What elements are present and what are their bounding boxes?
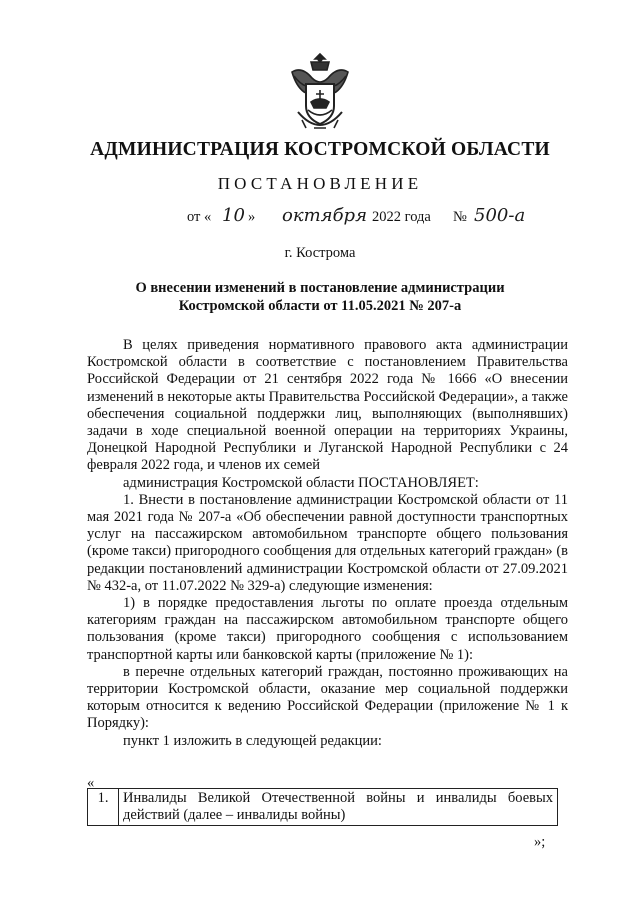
document-body	[87, 337, 568, 750]
new-wording-paragraph: пункт 1 изложить в следующей редакции:	[123, 732, 382, 749]
list-paragraph: в перечне отдельных категорий граждан, постоянно проживающих на территории Костромской области, оказание мер социальной поддержки которым относится к ведению Российской Федерации (приложение № 1 к Порядку):	[87, 663, 568, 732]
table-row-number: 1.	[88, 789, 119, 826]
quote-close-mark: »;	[534, 834, 546, 850]
document-type-title: ПОСТАНОВЛЕНИЕ	[217, 174, 423, 193]
date-quote-close: »	[248, 209, 256, 225]
document-number: 500-а	[474, 205, 526, 226]
table-row-text: Инвалиды Великой Отечественной войны и инвалиды боевых действий (далее – инвалиды войны)	[119, 789, 558, 826]
preamble-paragraph: В целях приведения нормативного правового акта администрации Костромской области в соответствие с постановлением Правительства Российской Федерации от 21 сентября 2022 года № 1666 «О внесении изменений в некоторые акты Правительства Российской Федерации», а также обеспечения социальной поддержки лиц, выполняющих (выполнявших) задачи в ходе специальной военной операции на территориях Украины, Донецкой Народной Республики и Луганской Народной Республики с 24 февраля 2022 года, и членов их семей	[87, 337, 568, 474]
date-number-line	[0, 205, 640, 233]
table-row	[88, 789, 558, 826]
number-label: №	[453, 209, 467, 225]
coat-of-arms-emblem	[284, 50, 356, 134]
quote-open-mark: «	[87, 775, 95, 791]
subject-line-2: Костромской области от 11.05.2021 № 207-а	[178, 298, 462, 314]
subitem-1-paragraph: 1) в порядке предоставления льготы по оплате проезда отдельным категориям граждан на пассажирском автомобильном транспорте общего пользования (кроме такси) пригородного сообщения с использованием транспортной карты или банковской карты (приложение № 1):	[87, 595, 568, 663]
organization-title: АДМИНИСТРАЦИЯ КОСТРОМСКОЙ ОБЛАСТИ	[90, 139, 550, 160]
amendment-table	[87, 788, 558, 826]
resolves-paragraph: администрация Костромской области ПОСТАНОВЛЯЕТ:	[123, 474, 479, 491]
document-subject	[100, 279, 540, 315]
city-line: г. Кострома	[284, 245, 356, 261]
item-1-paragraph: 1. Внести в постановление администрации Костромской области от 11 мая 2021 года № 207-а «Об обеспечении равной доступности транспортных услуг на пассажирском автомобильном транспорте общего пользования (кроме такси) пригородного сообщения для отдельных категорий граждан» (в редакции постановлений администрации Костромской области от 27.09.2021 № 432-а, от 11.07.2022 № 329-а) следующие изменения:	[87, 491, 568, 594]
date-prefix: от «	[187, 209, 212, 225]
date-year: 2022 года	[372, 209, 431, 225]
date-day: 10	[222, 205, 245, 226]
date-month: октября	[282, 205, 367, 226]
subject-line-1: О внесении изменений в постановление администрации	[135, 280, 505, 296]
